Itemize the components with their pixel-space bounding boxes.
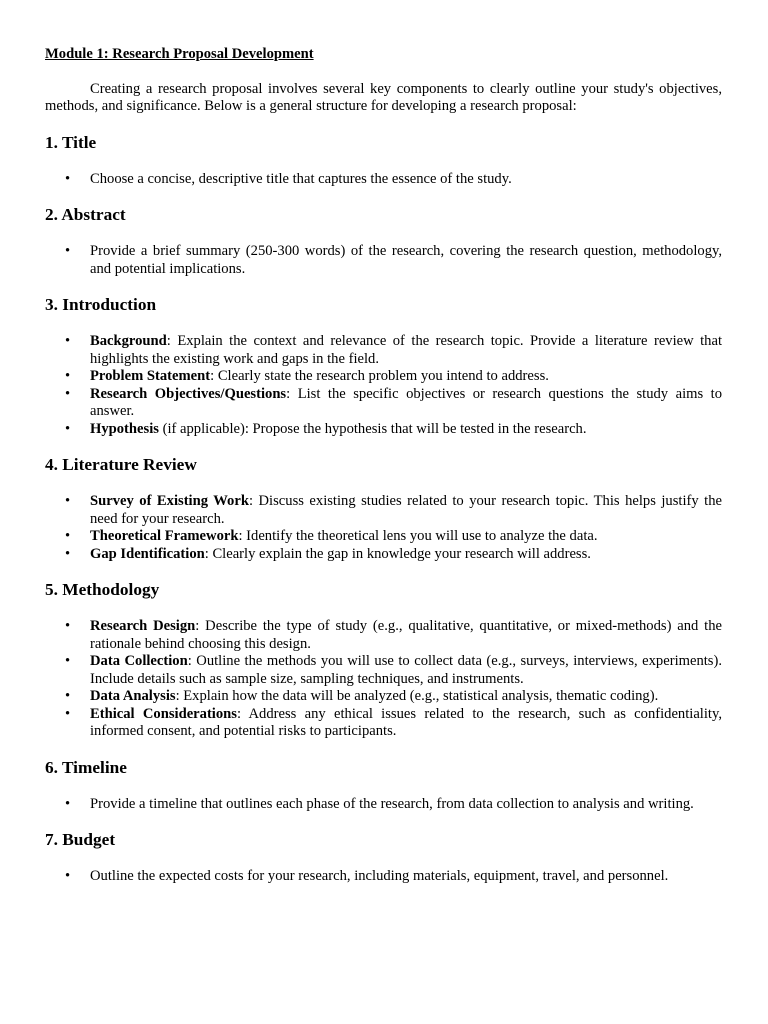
bullet-list (45, 868, 722, 886)
item-text: Address any ethical issues related to the research, such as confidentiality, informed consent, and potential risks to participants. (90, 705, 722, 739)
list-item (45, 706, 722, 741)
item-separator: : (175, 688, 184, 704)
bullet-icon: • (65, 493, 71, 509)
bullet-list (45, 333, 722, 438)
list-item (45, 546, 722, 564)
sections-container (45, 133, 722, 886)
module-title: Module 1: Research Proposal Development (45, 46, 314, 62)
bullet-icon: • (65, 653, 71, 669)
item-term: Research Design (90, 618, 196, 634)
item-separator: : (187, 653, 197, 669)
item-text: Outline the expected costs for your research, including materials, equipment, travel, and personnel. (90, 868, 669, 884)
bullet-icon: • (65, 618, 71, 634)
bullet-list (45, 618, 722, 741)
item-separator: : (166, 333, 178, 349)
item-term: Survey of Existing Work (90, 493, 249, 509)
item-text: Choose a concise, descriptive title that captures the essence of the study. (90, 170, 512, 187)
bullet-icon: • (65, 795, 71, 812)
item-term: Data Collection (90, 653, 188, 669)
bullet-icon: • (65, 368, 71, 384)
section-heading: 2. Abstract (45, 205, 126, 224)
list-item (45, 368, 722, 386)
bullet-icon: • (65, 333, 71, 349)
item-text: Provide a timeline that outlines each phase of the research, from data collection to analysis and writing. (90, 795, 694, 812)
item-text: Clearly state the research problem you intend to address. (217, 368, 549, 384)
item-text: Provide a brief summary (250-300 words) of the research, covering the research question, methodology, and potential implications. (90, 243, 722, 277)
bullet-icon: • (65, 170, 71, 187)
list-item (45, 243, 722, 278)
item-text: List the specific objectives or research questions the study aims to answer. (90, 385, 723, 419)
bullet-icon: • (65, 868, 71, 884)
section-heading: 1. Title (45, 132, 97, 152)
item-separator: : (286, 385, 298, 402)
item-separator: : (204, 545, 213, 562)
list-item (45, 688, 722, 706)
item-term: Hypothesis (90, 420, 159, 437)
list-item (45, 653, 722, 688)
list-item (45, 421, 722, 439)
item-term: Research Objectives/Questions (90, 385, 287, 402)
bullet-list (45, 243, 722, 278)
item-text: Explain how the data will be analyzed (e.g., statistical analysis, thematic coding). (183, 688, 659, 704)
item-text: (if applicable): Propose the hypothesis that will be tested in the research. (162, 420, 587, 437)
item-separator: : (248, 493, 259, 509)
list-item (45, 618, 722, 653)
item-text: Clearly explain the gap in knowledge your research will address. (212, 545, 591, 562)
list-item (45, 171, 722, 189)
item-text: Explain the context and relevance of the research topic. Provide a literature review that highlights the existing work and gaps in the field. (90, 333, 723, 367)
bullet-icon: • (65, 705, 71, 722)
list-item (45, 333, 722, 368)
section-heading: 7. Budget (45, 830, 116, 849)
item-term: Data Analysis (90, 688, 176, 704)
item-term: Ethical Considerations (90, 705, 237, 722)
section-heading: 5. Methodology (45, 580, 160, 599)
item-term: Theoretical Framework (90, 528, 239, 544)
list-item (45, 796, 722, 814)
section-heading: 6. Timeline (45, 757, 127, 777)
item-text: Identify the theoretical lens you will use to analyze the data. (246, 528, 598, 544)
bullet-list (45, 171, 722, 189)
section-heading: 3. Introduction (45, 295, 157, 314)
bullet-icon: • (65, 420, 71, 437)
bullet-list (45, 493, 722, 563)
bullet-icon: • (65, 385, 71, 402)
item-text: Describe the type of study (e.g., qualitative, quantitative, or mixed-methods) and the rationale behind choosing this design. (90, 618, 722, 652)
item-text: Outline the methods you will use to collect data (e.g., surveys, interviews, experiments). Include details such as sample size, sampling techniques, and instruments. (90, 653, 722, 687)
bullet-list (45, 796, 722, 814)
document-page (45, 46, 722, 886)
bullet-icon: • (65, 528, 71, 544)
item-separator: : (236, 705, 249, 722)
item-term: Background (90, 333, 167, 349)
intro-paragraph: Creating a research proposal involves several key components to clearly outline your study's objectives, methods, and significance. Below is a general structure for developing a research proposal: (45, 80, 722, 114)
section-heading: 4. Literature Review (45, 455, 197, 474)
item-separator: : (238, 528, 247, 544)
item-text: Discuss existing studies related to your research topic. This helps justify the need for your research. (90, 493, 723, 527)
item-separator: : (210, 368, 218, 384)
item-term: Problem Statement (90, 368, 211, 384)
bullet-icon: • (65, 243, 71, 259)
item-separator: : (195, 618, 206, 634)
bullet-icon: • (65, 688, 71, 704)
list-item (45, 386, 722, 421)
item-term: Gap Identification (90, 545, 205, 562)
list-item (45, 528, 722, 546)
list-item (45, 868, 722, 886)
bullet-icon: • (65, 545, 71, 562)
list-item (45, 493, 722, 528)
